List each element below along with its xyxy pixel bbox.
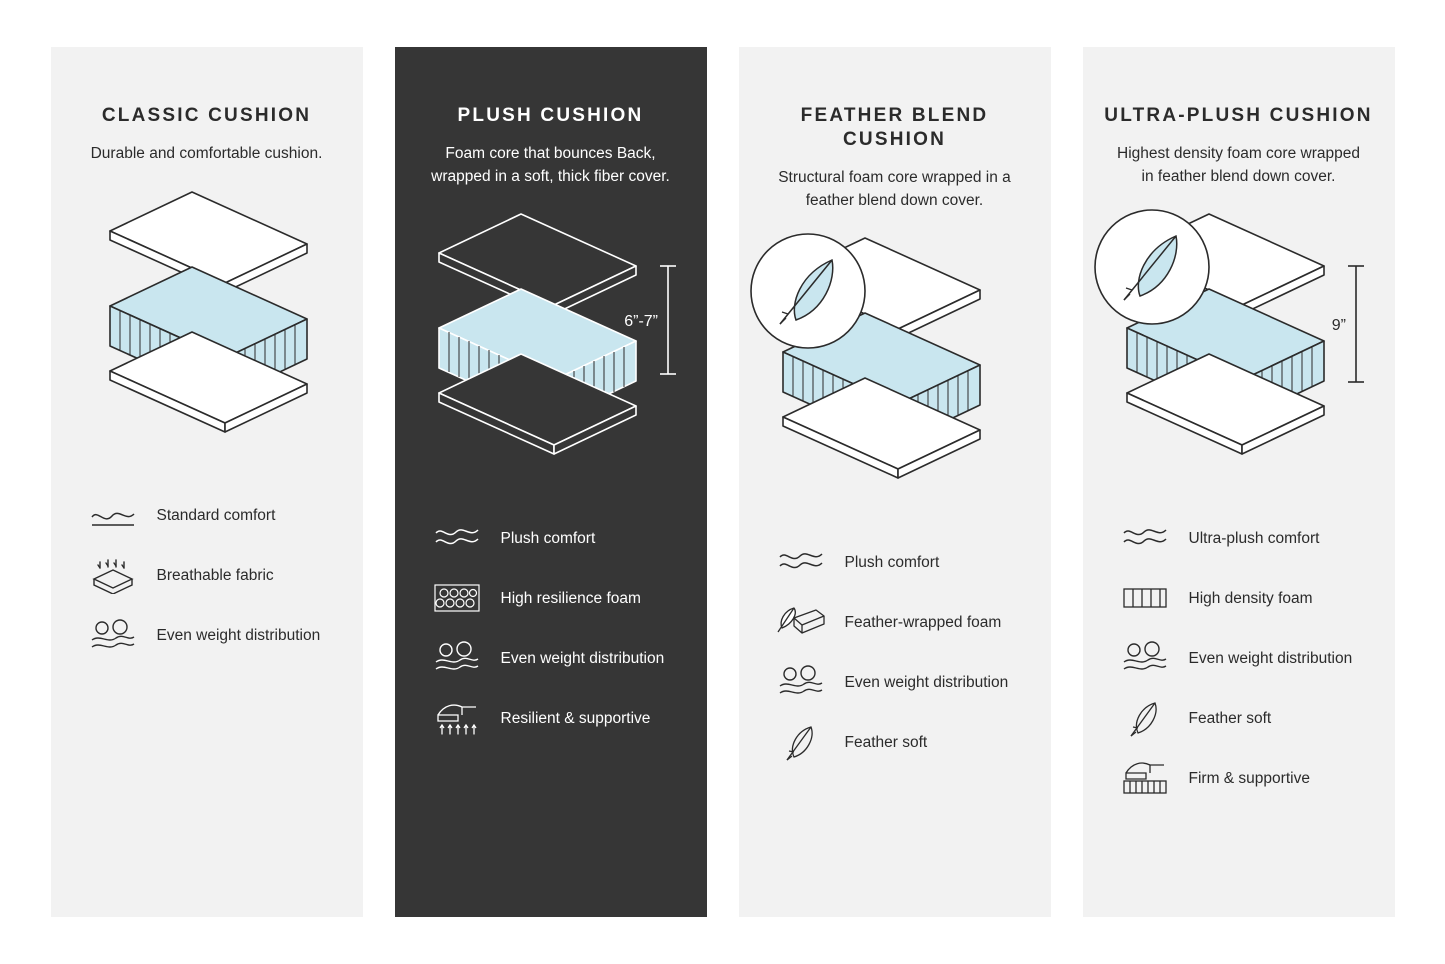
cushion-card-plush [395, 47, 707, 917]
feature-list [51, 486, 363, 666]
wave-icon [1117, 525, 1173, 551]
feather-wrapped-foam-icon [773, 604, 829, 640]
feature-label: High resilience foam [500, 589, 641, 607]
feature-item [85, 546, 329, 606]
feature-item [773, 652, 1017, 712]
exploded-cushion-illustration [1094, 204, 1384, 484]
card-description: Foam core that bounces Back, wrapped in a soft, thick fiber cover. [431, 145, 670, 185]
wave-icon [85, 503, 141, 529]
weight-distribution-icon [429, 641, 485, 675]
cushion-diagram-ultra-plush [1083, 204, 1395, 494]
feature-item [773, 592, 1017, 652]
cushion-card-classic [51, 47, 363, 917]
feature-item [429, 688, 673, 748]
honeycomb-foam-icon [429, 581, 485, 615]
feature-label: Plush comfort [500, 529, 596, 547]
feature-item [1117, 688, 1361, 748]
firm-support-icon [1117, 759, 1173, 797]
feature-item [773, 532, 1017, 592]
card-title: PLUSH CUSHION [457, 105, 644, 126]
card-title: FEATHER BLEND CUSHION [800, 105, 989, 150]
feather-badge [751, 234, 865, 348]
resilient-support-icon [429, 699, 485, 737]
cushion-card-ultra-plush [1083, 47, 1395, 917]
cushion-diagram-feather-blend [739, 228, 1051, 518]
feature-label: Feather soft [1188, 709, 1272, 727]
feature-item [429, 508, 673, 568]
card-description: Highest density foam core wrapped in feather blend down cover. [1117, 145, 1360, 185]
breathable-fabric-icon [85, 558, 141, 594]
card-description: Durable and comfortable cushion. [90, 145, 323, 162]
feature-label: Even weight distribution [156, 627, 321, 644]
feature-label: Firm & supportive [1188, 769, 1310, 787]
feather-icon [1117, 698, 1173, 738]
feature-item [773, 712, 1017, 772]
weight-distribution-icon [1117, 641, 1173, 675]
wave-icon [773, 549, 829, 575]
feature-label: Ultra-plush comfort [1188, 529, 1320, 547]
feature-label: Breathable fabric [156, 567, 274, 584]
feature-label: Feather soft [844, 733, 928, 751]
feature-label: High density foam [1188, 589, 1313, 607]
feather-badge [1095, 210, 1209, 324]
weight-distribution-icon [773, 665, 829, 699]
wave-icon [429, 525, 485, 551]
exploded-cushion-illustration [77, 182, 337, 462]
feature-item [85, 486, 329, 546]
feature-item [1117, 508, 1361, 568]
feature-label: Even weight distribution [844, 673, 1009, 691]
feature-item [1117, 748, 1361, 808]
high-density-foam-icon [1117, 583, 1173, 613]
feature-label: Plush comfort [844, 553, 940, 571]
feature-item [429, 568, 673, 628]
feature-item [429, 628, 673, 688]
card-title: ULTRA-PLUSH CUSHION [1104, 105, 1373, 126]
feather-icon [773, 722, 829, 762]
feature-item [1117, 568, 1361, 628]
feature-list [739, 532, 1051, 772]
feature-label: Even weight distribution [500, 649, 665, 667]
feature-item [85, 606, 329, 666]
cushion-diagram-classic [51, 182, 363, 472]
cushion-card-feather-blend [739, 47, 1051, 917]
exploded-cushion-illustration [406, 204, 696, 484]
feature-list [395, 508, 707, 748]
dimension-label: 6”-7” [623, 313, 658, 330]
weight-distribution-icon [85, 619, 141, 653]
exploded-cushion-illustration [750, 228, 1040, 508]
card-title: CLASSIC CUSHION [101, 105, 312, 126]
feature-label: Feather-wrapped foam [844, 613, 1002, 631]
feature-label: Standard comfort [156, 507, 276, 524]
feature-list [1083, 508, 1395, 808]
feature-item [1117, 628, 1361, 688]
card-description: Structural foam core wrapped in a feather blend down cover. [778, 169, 1011, 209]
feature-label: Even weight distribution [1188, 649, 1353, 667]
feature-label: Resilient & supportive [500, 709, 651, 727]
cushion-diagram-plush [395, 204, 707, 494]
dimension-label: 9” [1331, 317, 1346, 334]
